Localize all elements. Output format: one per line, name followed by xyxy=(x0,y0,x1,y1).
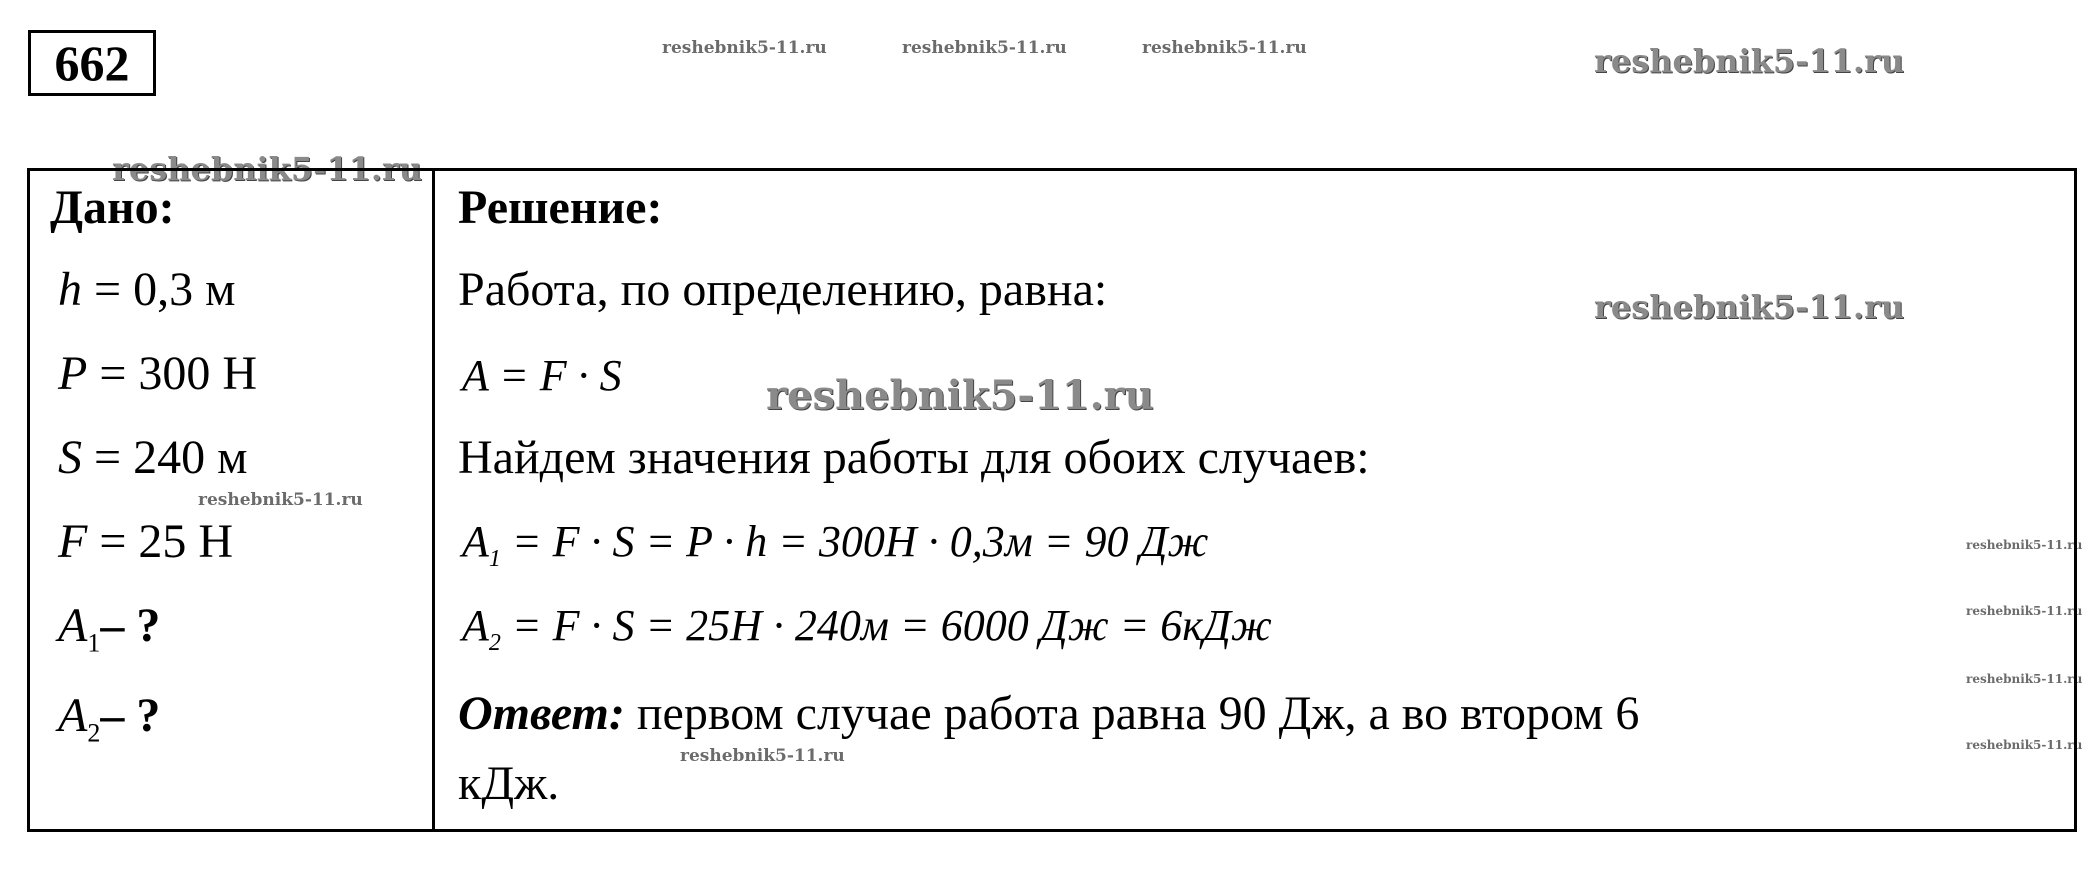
given-item: h = 0,3 м xyxy=(58,263,236,316)
formula-work-2: $A_2 = F \cdot S = 25H \cdot 240м = 6000$ Дж = 6кДж xyxy=(462,601,1272,656)
watermark: reshebnik5-11.ru xyxy=(112,150,423,188)
unknown-item: $A_1-$ ? xyxy=(58,599,161,658)
formula-work-1: $A_1 = F \cdot S = P \cdot h = 300H \cdot 0,3м = 90$ Дж xyxy=(462,517,1209,572)
watermark: reshebnik5-11.ru xyxy=(766,372,1154,419)
formula-definition: A = F · S xyxy=(462,351,622,400)
watermark: reshebnik5-11.ru xyxy=(902,38,1067,58)
solution-text-definition: Работа, по определению, равна: xyxy=(458,263,1108,316)
watermark: reshebnik5-11.ru xyxy=(1142,38,1307,58)
watermark: reshebnik5-11.ru xyxy=(1594,42,1905,80)
problem-number: 662 xyxy=(28,30,156,96)
watermark: reshebnik5-11.ru xyxy=(680,746,845,766)
solution-text-cases: Найдем значения работы для обоих случаев: xyxy=(458,431,1370,484)
answer-line: Ответ: первом случае работа равна 90 Дж, а во втором 6 xyxy=(458,687,1640,740)
unknown-item: $A_2-$ ? xyxy=(58,689,161,748)
watermark: reshebnik5-11.ru xyxy=(1966,672,2083,686)
watermark: reshebnik5-11.ru xyxy=(1594,288,1905,326)
answer-tail: кДж. xyxy=(458,757,560,810)
given-item: S = 240 м xyxy=(58,431,248,484)
watermark: reshebnik5-11.ru xyxy=(662,38,827,58)
solution-heading: Решение: xyxy=(458,181,663,234)
watermark: reshebnik5-11.ru xyxy=(1966,604,2083,618)
given-item: P = 300 Н xyxy=(58,347,258,400)
watermark: reshebnik5-11.ru xyxy=(1966,738,2083,752)
watermark: reshebnik5-11.ru xyxy=(1966,538,2083,552)
column-divider xyxy=(432,168,435,832)
given-item: F = 25 Н xyxy=(58,515,234,568)
given-heading: Дано: xyxy=(50,181,175,234)
watermark: reshebnik5-11.ru xyxy=(198,490,363,510)
